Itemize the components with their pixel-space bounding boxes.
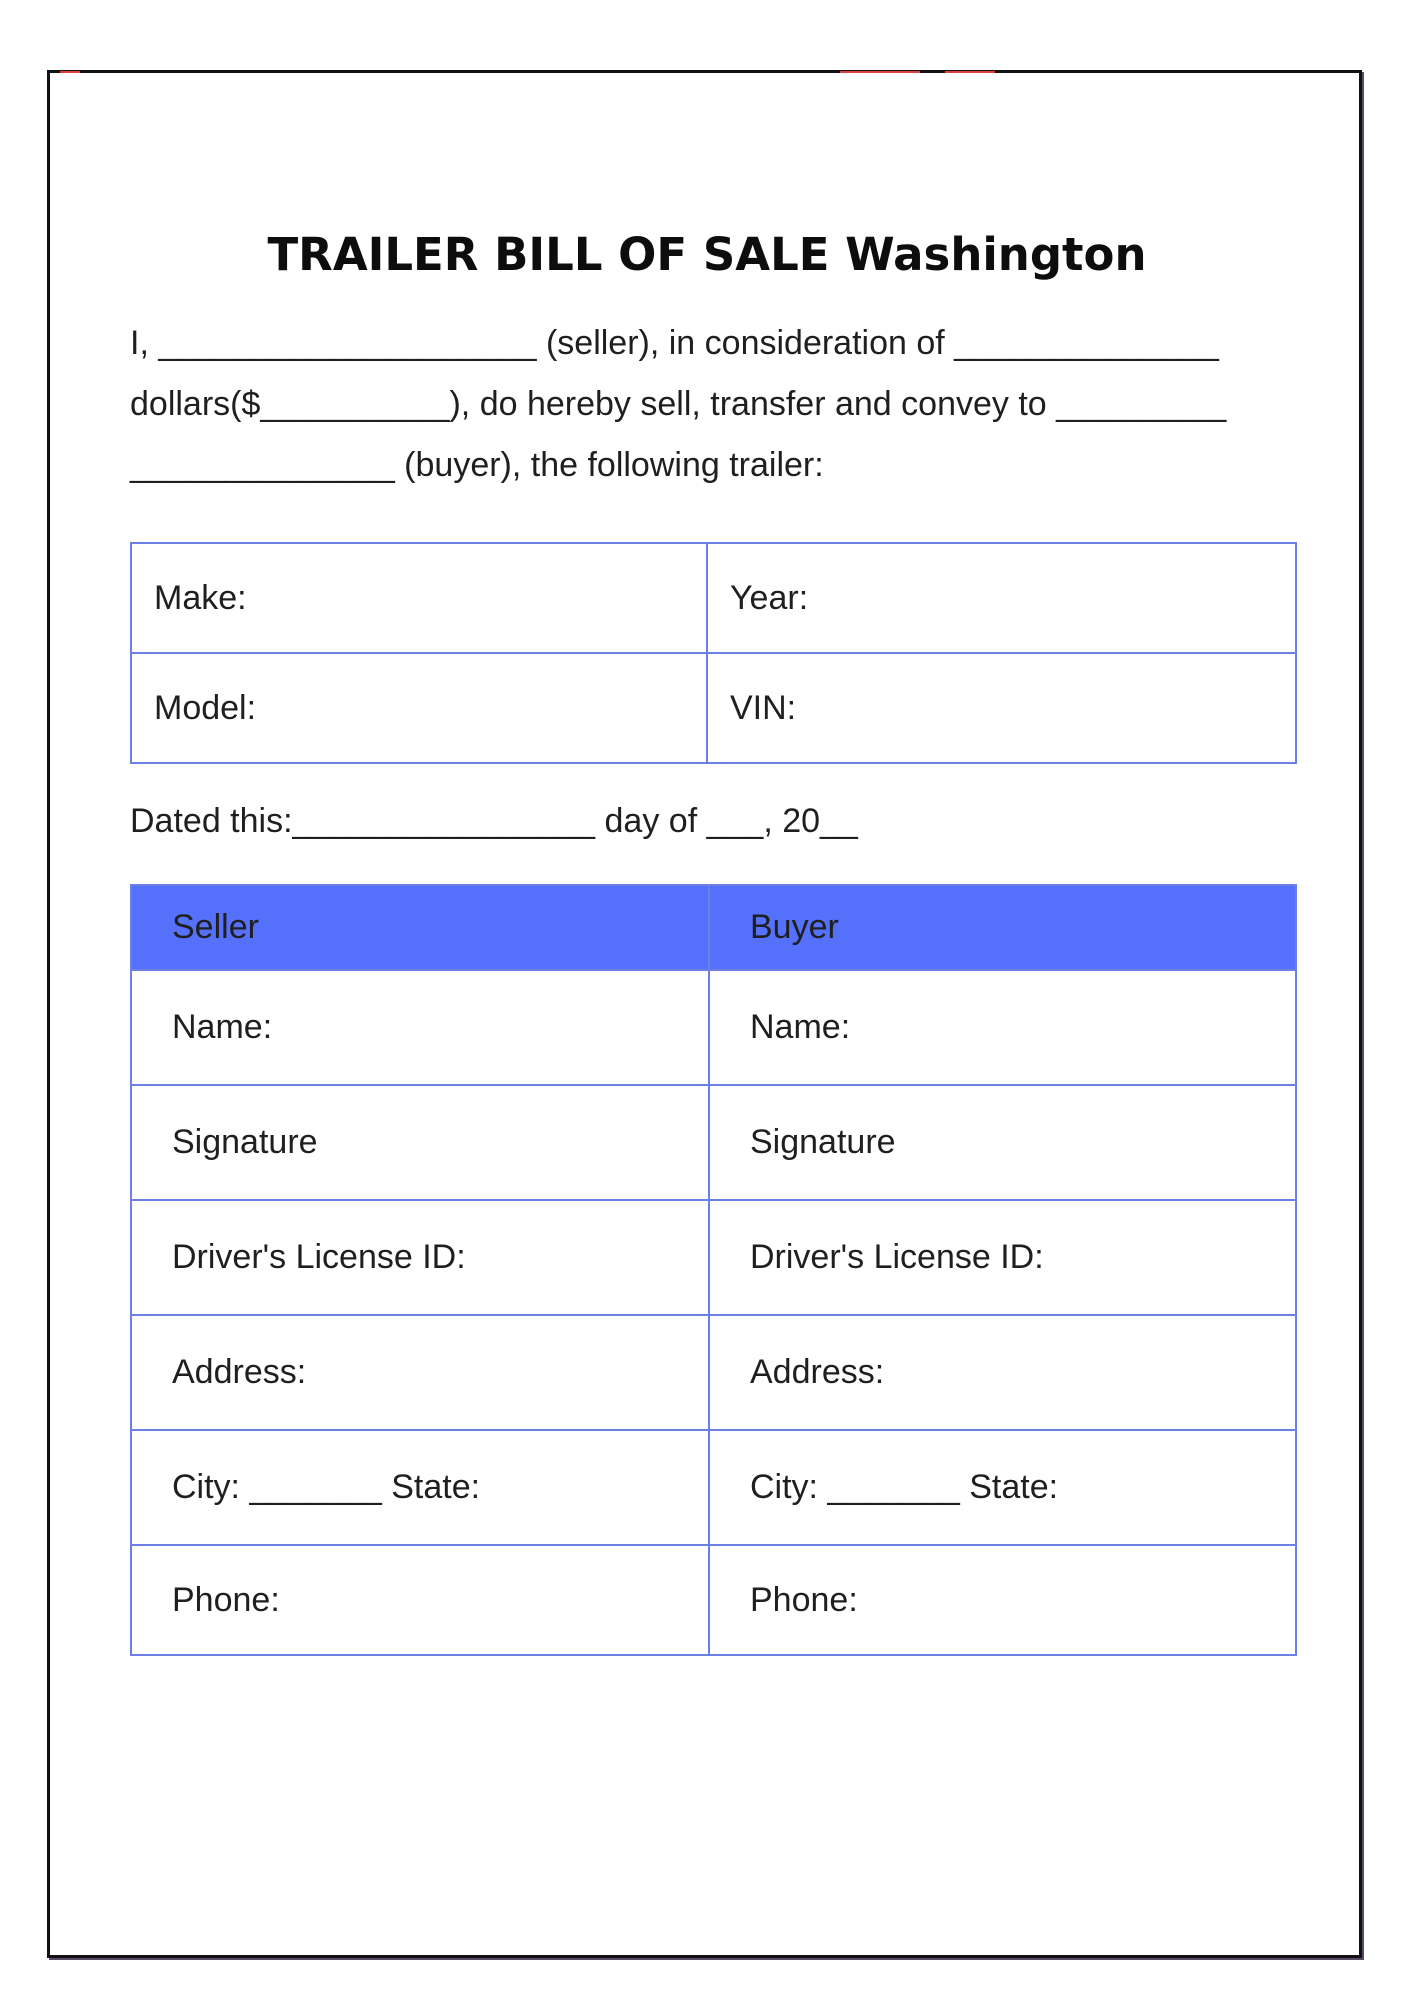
trailer-details-table (130, 542, 1297, 764)
seller-signature-field[interactable]: Signature (131, 1085, 709, 1200)
table-row (131, 1085, 1296, 1200)
buyer-name-field[interactable]: Name: (709, 970, 1296, 1085)
document-title: TRAILER BILL OF SALE Washington (267, 228, 1147, 281)
intro-line: ______________ (buyer), the following trailer: (130, 446, 824, 484)
intro-line: I, ____________________ (seller), in consideration of ______________ (130, 324, 1219, 362)
seller-address-field[interactable]: Address: (131, 1315, 709, 1430)
table-row (131, 1315, 1296, 1430)
seller-name-field[interactable]: Name: (131, 970, 709, 1085)
intro-paragraph (130, 313, 1300, 496)
buyer-address-field[interactable]: Address: (709, 1315, 1296, 1430)
table-row (131, 1430, 1296, 1545)
make-field[interactable]: Make: (131, 543, 707, 653)
party-header-row (131, 885, 1296, 970)
buyer-phone-field[interactable]: Phone: (709, 1545, 1296, 1655)
seller-header: Seller (131, 885, 709, 970)
table-row (131, 543, 1296, 653)
top-accent-mark (840, 71, 920, 73)
seller-city-state-field[interactable]: City: _______ State: (131, 1430, 709, 1545)
intro-line: dollars($__________), do hereby sell, transfer and convey to _________ (130, 385, 1227, 423)
vin-field[interactable]: VIN: (707, 653, 1296, 763)
seller-phone-field[interactable]: Phone: (131, 1545, 709, 1655)
seller-license-field[interactable]: Driver's License ID: (131, 1200, 709, 1315)
table-row (131, 1545, 1296, 1655)
model-field[interactable]: Model: (131, 653, 707, 763)
year-field[interactable]: Year: (707, 543, 1296, 653)
table-row (131, 653, 1296, 763)
party-table (130, 884, 1297, 1656)
buyer-header: Buyer (709, 885, 1296, 970)
buyer-license-field[interactable]: Driver's License ID: (709, 1200, 1296, 1315)
table-row (131, 1200, 1296, 1315)
top-accent-mark (60, 71, 80, 73)
buyer-city-state-field[interactable]: City: _______ State: (709, 1430, 1296, 1545)
table-row (131, 970, 1296, 1085)
top-accent-mark (945, 71, 995, 73)
dated-line: Dated this:________________ day of ___, 20__ (130, 802, 858, 840)
buyer-signature-field[interactable]: Signature (709, 1085, 1296, 1200)
